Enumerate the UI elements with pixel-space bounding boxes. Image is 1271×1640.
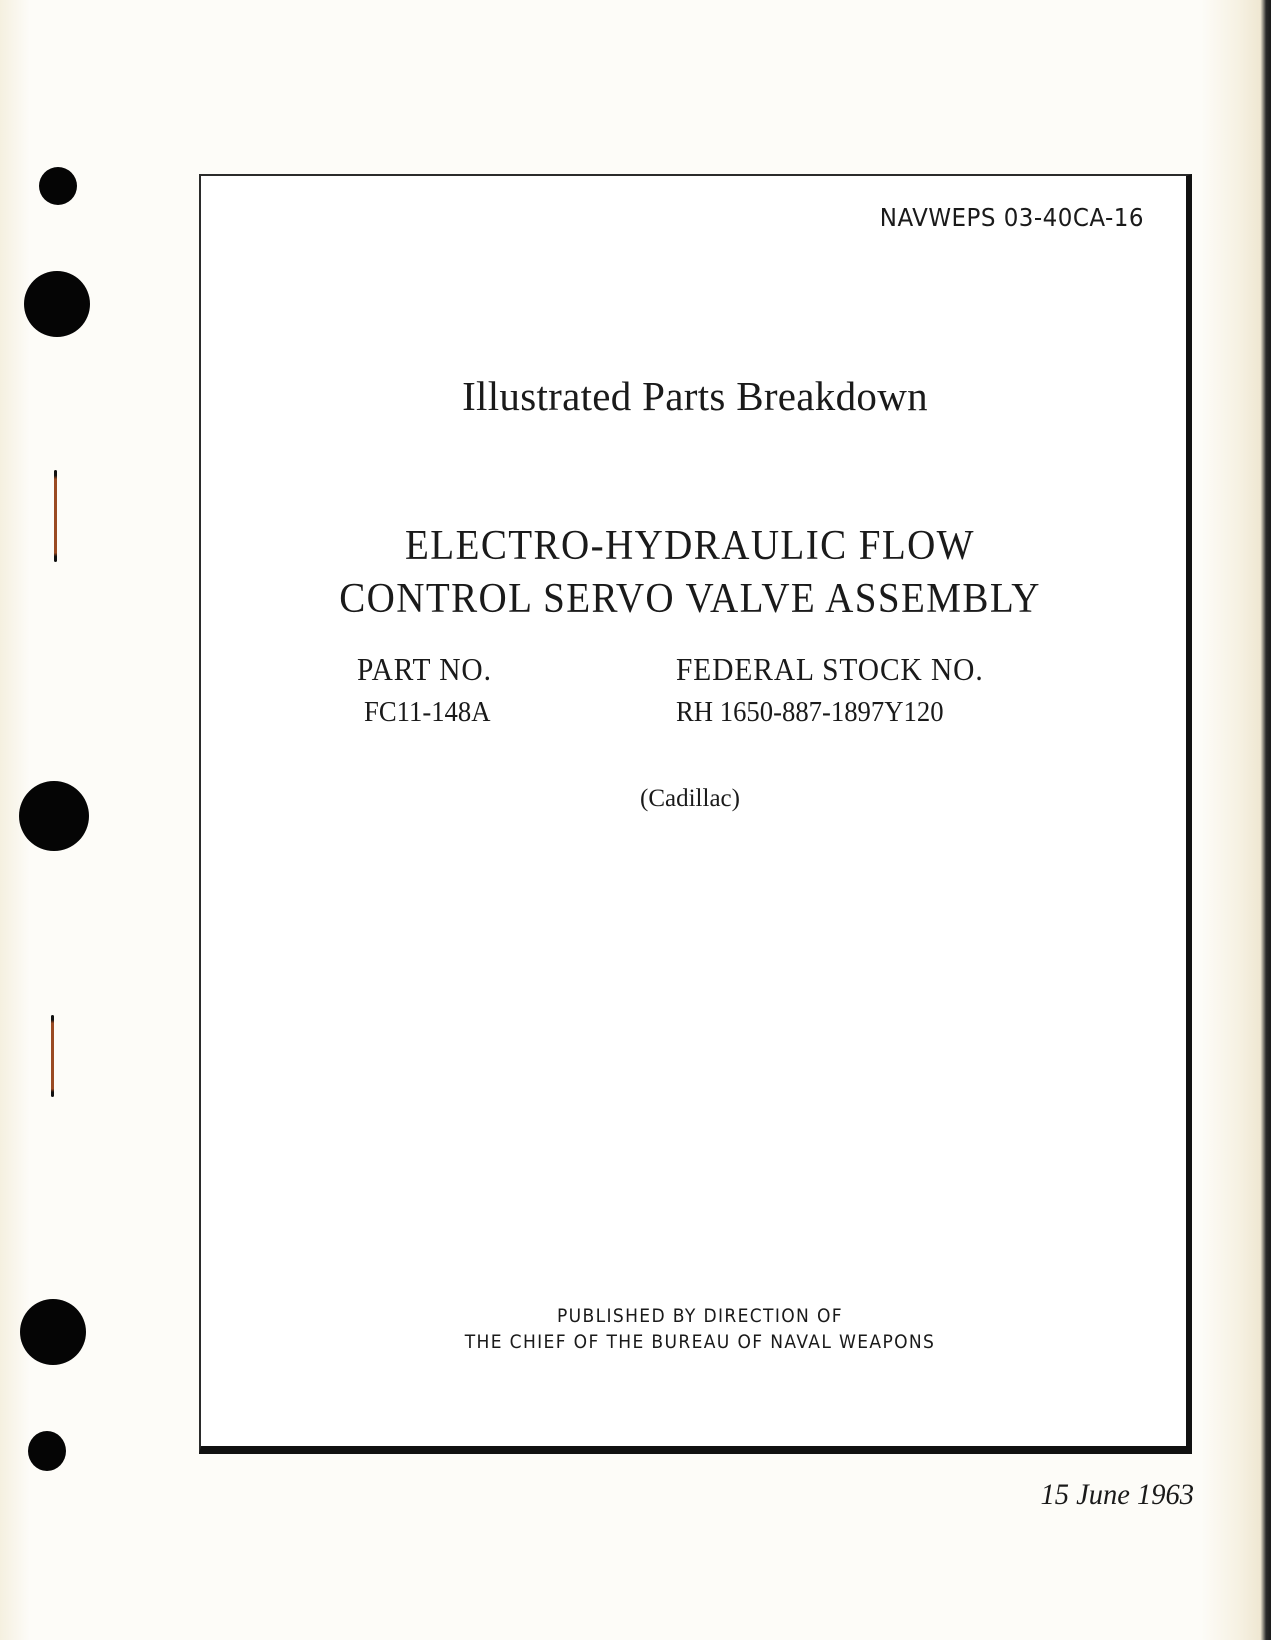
- publisher-line-2: THE CHIEF OF THE BUREAU OF NAVAL WEAPONS: [464, 1331, 936, 1353]
- manufacturer: (Cadillac): [640, 785, 740, 812]
- publication-date: 15 June 1963: [1040, 1478, 1194, 1511]
- federal-stock-value: RH 1650-887-1897Y120: [676, 696, 944, 728]
- document-heading: Illustrated Parts Breakdown: [462, 373, 928, 419]
- federal-stock-label: FEDERAL STOCK NO.: [676, 651, 984, 687]
- binder-hole-small-bottom: [28, 1431, 66, 1471]
- paper-right-edge-shading: [1201, 0, 1271, 1640]
- binder-hole-large-1: [24, 271, 90, 337]
- document-number: NAVWEPS 03-40CA-16: [879, 203, 1144, 232]
- publisher-line-1: PUBLISHED BY DIRECTION OF: [556, 1305, 843, 1327]
- part-number-label: PART NO.: [357, 651, 492, 687]
- staple-mark-upper: [54, 470, 57, 562]
- title-line-1: ELECTRO-HYDRAULIC FLOW: [405, 523, 975, 569]
- binder-hole-large-2: [19, 781, 89, 851]
- part-number-value: FC11-148A: [364, 696, 491, 728]
- staple-mark-lower: [51, 1015, 54, 1097]
- title-line-2: CONTROL SERVO VALVE ASSEMBLY: [339, 576, 1041, 622]
- binder-hole-small-top: [39, 167, 77, 205]
- binder-hole-large-3: [20, 1299, 86, 1365]
- cover-frame: [199, 174, 1192, 1454]
